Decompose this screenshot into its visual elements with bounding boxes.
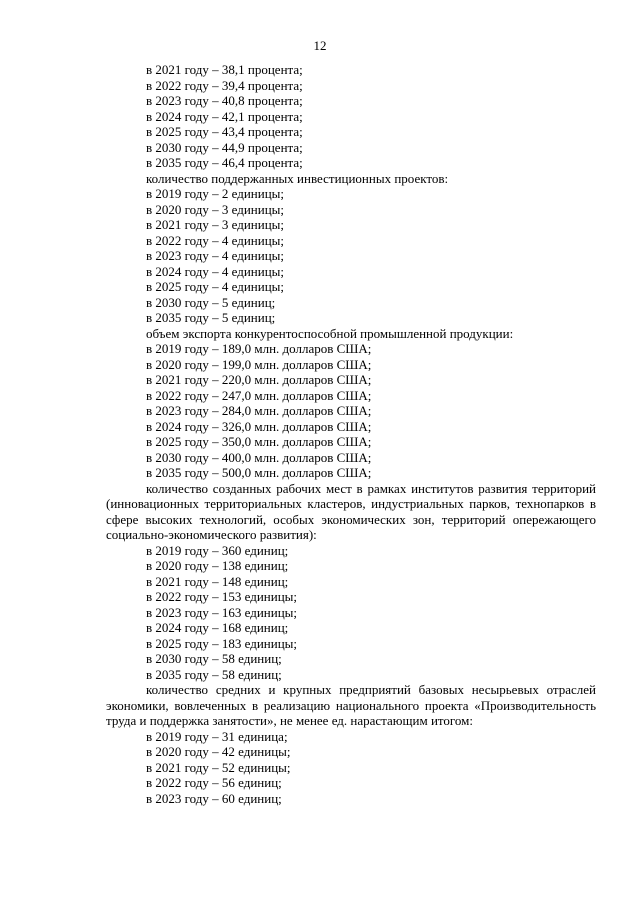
text-line: в 2021 году – 148 единиц; (146, 573, 289, 589)
text-line: объем экспорта конкурентоспособной промышленной продукции: (146, 325, 514, 341)
text-line: в 2023 году – 163 единицы; (146, 604, 298, 620)
text-line: в 2024 году – 326,0 млн. долларов США; (146, 418, 372, 434)
text-line: в 2023 году – 284,0 млн. долларов США; (146, 403, 372, 418)
text-line: в 2021 году – 220,0 млн. долларов США; (146, 372, 372, 387)
text-line: в 2024 году – 42,1 процента; (146, 108, 303, 124)
text-line: в 2035 году – 58 единиц; (146, 666, 282, 682)
text-line: в 2022 году – 39,4 процента; (146, 77, 303, 93)
text-line: в 2021 году – 52 единицы; (146, 759, 291, 775)
paragraph: количество созданных рабочих мест в рамках институтов развития территорий (инновационных территориальных кластеров, индустриальных парков, технопарков в сфере высоких технологий, особых экономических зон, территорий опережающего социально-экономического развития): (106, 480, 596, 542)
text-line: в 2021 году – 3 единицы; (146, 217, 285, 232)
text-line: в 2024 году – 168 единиц; (146, 620, 289, 635)
text-line: в 2030 году – 400,0 млн. долларов США; (146, 449, 372, 465)
text-line: в 2035 году – 500,0 млн. долларов США; (146, 465, 372, 480)
page-number: 12 (313, 38, 327, 53)
text-line: в 2025 году – 4 единицы; (146, 279, 285, 294)
text-line: в 2022 году – 56 единиц; (146, 775, 282, 790)
text-line: в 2030 году – 5 единиц; (146, 294, 276, 310)
text-line: в 2025 году – 350,0 млн. долларов США; (146, 434, 372, 449)
text-line: в 2023 году – 40,8 процента; (146, 93, 303, 108)
text-line: в 2020 году – 3 единицы; (146, 201, 285, 217)
text-line: в 2022 году – 153 единицы; (146, 589, 298, 604)
text-line: в 2023 году – 60 единиц; (146, 790, 282, 806)
text-line: в 2019 году – 2 единицы; (146, 186, 285, 201)
text-line: в 2030 году – 44,9 процента; (146, 139, 303, 155)
text-line: в 2035 году – 5 единиц; (146, 310, 276, 325)
text-line: в 2022 году – 4 единицы; (146, 232, 285, 248)
text-line: в 2019 году – 31 единица; (146, 728, 288, 744)
text-line: в 2025 году – 183 единицы; (146, 635, 298, 651)
text-line: в 2020 году – 138 единиц; (146, 558, 289, 573)
text-line: количество поддержанных инвестиционных проектов: (146, 170, 449, 186)
text-line: в 2022 году – 247,0 млн. долларов США; (146, 387, 372, 403)
text-line: в 2035 году – 46,4 процента; (146, 155, 303, 170)
paragraph: количество средних и крупных предприятий базовых несырьевых отраслей экономики, вовлеченных в реализацию национального проекта «Производительность труда и поддержка занятости», не менее ед. нарастающим итогом: (106, 682, 596, 728)
document-body (106, 62, 596, 806)
text-line: в 2020 году – 199,0 млн. долларов США; (146, 356, 372, 372)
text-line: в 2030 году – 58 единиц; (146, 651, 282, 666)
text-line: в 2019 году – 360 единиц; (146, 542, 289, 558)
text-line: в 2020 году – 42 единицы; (146, 744, 291, 759)
text-line: в 2023 году – 4 единицы; (146, 248, 285, 263)
text-line: в 2021 году – 38,1 процента; (146, 62, 303, 77)
text-line: в 2019 году – 189,0 млн. долларов США; (146, 341, 372, 356)
text-line: в 2025 году – 43,4 процента; (146, 124, 303, 139)
text-line: в 2024 году – 4 единицы; (146, 263, 285, 279)
